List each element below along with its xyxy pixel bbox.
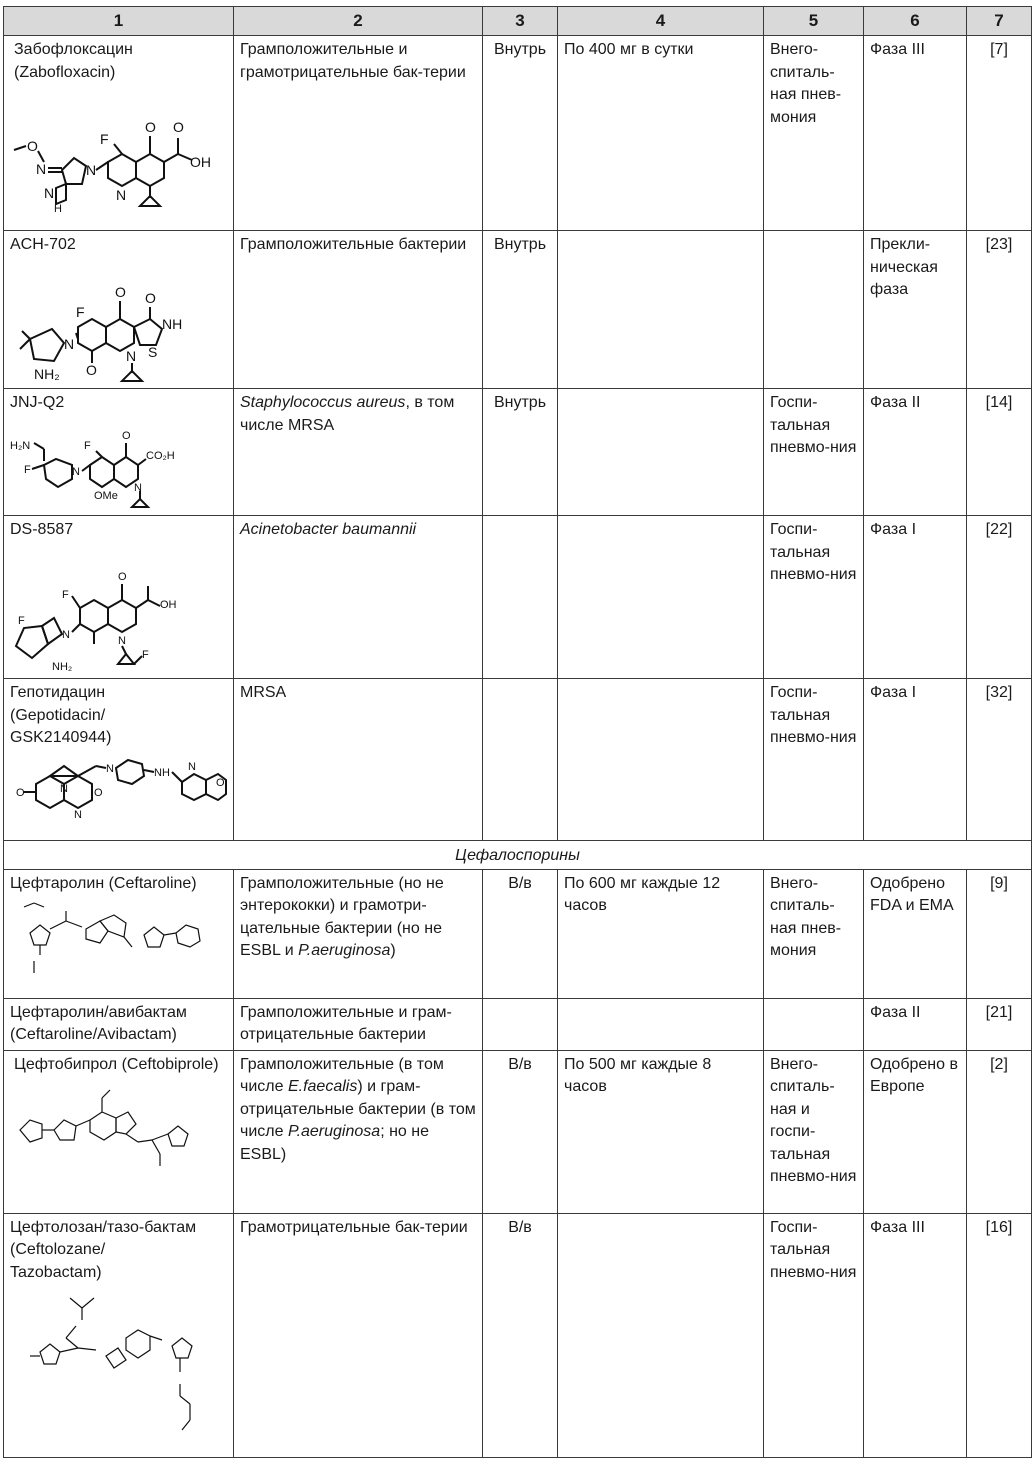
indication-cell: Внего-спиталь-ная и госпи-тальная пневмо-ния (764, 1050, 864, 1213)
header-cell: 6 (864, 7, 967, 36)
route-cell: В/в (483, 1213, 558, 1457)
drug-name: Цефтолозан/тазо-бактам (Ceftolozane/ Tazobactam) (10, 1218, 197, 1281)
svg-text:NH₂: NH₂ (52, 660, 73, 673)
drug-cell (4, 389, 234, 516)
phase-cell: Фаза III (864, 1213, 967, 1457)
target-cell: Грамположительные и грамотрицательные бак-терии (234, 36, 483, 231)
drug-cell (4, 869, 234, 998)
ref-cell: [2] (967, 1050, 1032, 1213)
section-row (4, 840, 1032, 869)
ceftaroline-structure (10, 899, 228, 983)
route-cell (483, 679, 558, 841)
svg-text:N: N (126, 347, 137, 364)
phase-cell: Прекли-ническая фаза (864, 231, 967, 389)
svg-text:O: O (16, 786, 25, 799)
target-cell: MRSA (234, 679, 483, 841)
dose-cell: По 400 мг в сутки (558, 36, 764, 231)
header-cell: 3 (483, 7, 558, 36)
svg-text:OMe: OMe (94, 489, 118, 502)
header-cell: 5 (764, 7, 864, 36)
svg-text:S: S (148, 343, 158, 360)
svg-text:F: F (76, 303, 85, 320)
drug-cell (4, 36, 234, 231)
svg-text:OH: OH (190, 154, 211, 170)
svg-text:O: O (122, 429, 131, 442)
phase-cell: Фаза I (864, 516, 967, 679)
indication-cell (764, 231, 864, 389)
target-cell: Грамположительные и грам-отрицательные бактерии (234, 998, 483, 1050)
table-row (4, 231, 1032, 389)
header-cell: 4 (558, 7, 764, 36)
ref-cell: [22] (967, 516, 1032, 679)
target-italic: P.aeruginosa (287, 1123, 381, 1140)
section-title: Цефалоспорины (4, 840, 1032, 869)
drug-name: Гепотидацин (Gepotidacin/ GSK2140944) (10, 684, 112, 746)
drug-cell (4, 516, 234, 679)
drug-name: DS-8587 (10, 521, 74, 538)
drug-name: ACH-702 (10, 236, 76, 253)
svg-text:N: N (64, 335, 75, 352)
dose-cell (558, 516, 764, 679)
svg-text:O: O (216, 776, 225, 789)
svg-text:NH₂: NH₂ (34, 365, 60, 382)
svg-text:F: F (18, 614, 25, 627)
svg-text:O: O (115, 283, 126, 300)
ceftobiprole-structure (10, 1080, 228, 1180)
gepotidacin-structure (10, 754, 228, 840)
table-header-row (4, 7, 1032, 36)
svg-text:N: N (74, 808, 82, 821)
target-cell (234, 869, 483, 998)
target-text: ; но не ESBL) (240, 1123, 429, 1163)
route-cell: В/в (483, 1050, 558, 1213)
indication-cell: Госпи-тальная пневмо-ния (764, 1213, 864, 1457)
svg-text:N: N (106, 762, 114, 775)
svg-text:F: F (62, 588, 69, 601)
svg-text:F: F (24, 463, 31, 476)
drug-name: Цефтобипрол (Ceftobiprole) (14, 1055, 219, 1073)
target-cell (234, 389, 483, 516)
route-cell: Внутрь (483, 231, 558, 389)
target-italic: E.faecalis (287, 1078, 358, 1095)
drug-name: Цефтаролин (Ceftaroline) (10, 874, 197, 892)
route-cell (483, 516, 558, 679)
zabofloxacin-structure (10, 88, 228, 215)
dose-cell (558, 231, 764, 389)
svg-text:NH: NH (162, 315, 183, 332)
svg-text:OH: OH (160, 598, 177, 611)
svg-text:NH: NH (154, 766, 170, 779)
header-cell: 2 (234, 7, 483, 36)
phase-cell: Одобрено FDA и EMA (864, 869, 967, 998)
phase-cell: Фаза I (864, 679, 967, 841)
table-row (4, 679, 1032, 841)
ceftolozane-structure (10, 1288, 228, 1448)
dose-cell (558, 679, 764, 841)
svg-text:N: N (188, 760, 196, 773)
target-text: ) и грам-отрицательные бактерии (в том числе (240, 1078, 476, 1140)
ref-cell: [7] (967, 36, 1032, 231)
drug-cell (4, 679, 234, 841)
table-row (4, 1213, 1032, 1457)
svg-text:N: N (118, 634, 126, 647)
svg-text:O: O (27, 138, 38, 154)
target-text: ) (390, 942, 396, 959)
svg-text:O: O (173, 119, 184, 135)
svg-text:F: F (142, 648, 149, 661)
target-italic: Staphylococcus aureus (240, 394, 406, 411)
target-cell (234, 516, 483, 679)
svg-text:N: N (62, 628, 70, 641)
ref-cell: [14] (967, 389, 1032, 516)
svg-text:CO₂H: CO₂H (146, 449, 175, 462)
target-cell: Грамотрицательные бак-терии (234, 1213, 483, 1457)
indication-cell: Госпи-тальная пневмо-ния (764, 389, 864, 516)
svg-text:O: O (94, 786, 103, 799)
table-row (4, 389, 1032, 516)
table-row (4, 516, 1032, 679)
svg-text:F: F (100, 131, 109, 147)
indication-cell: Госпи-тальная пневмо-ния (764, 679, 864, 841)
drug-cell: Цефтаролин/авибактам (Ceftaroline/Avibactam) (4, 998, 234, 1050)
target-text: Грамположительные (в том числе (240, 1055, 444, 1095)
dose-cell (558, 389, 764, 516)
table-row (4, 869, 1032, 998)
route-cell: Внутрь (483, 36, 558, 231)
ref-cell: [9] (967, 869, 1032, 998)
svg-text:O: O (145, 289, 156, 306)
indication-cell: Внего-спиталь-ная пнев-мония (764, 869, 864, 998)
ach702-structure (10, 261, 228, 383)
target-text: Грамположительные (но не энтерококки) и грамотри-цательные бактерии (но не ESBL и (240, 874, 444, 959)
dose-cell (558, 1213, 764, 1457)
dose-cell: По 600 мг каждые 12 часов (558, 869, 764, 998)
table-row (4, 36, 1032, 231)
drug-name: Забофлоксацин (Zabofloxacin) (14, 41, 133, 81)
phase-cell: Фаза II (864, 389, 967, 516)
svg-text:O: O (118, 570, 127, 583)
drug-cell (4, 1050, 234, 1213)
route-cell: Внутрь (483, 389, 558, 516)
table-row (4, 998, 1032, 1050)
svg-text:N: N (134, 481, 142, 494)
ds8587-structure (10, 546, 228, 674)
antibiotics-table (3, 6, 1032, 1458)
dose-cell: По 500 мг каждые 8 часов (558, 1050, 764, 1213)
target-cell (234, 1050, 483, 1213)
svg-text:F: F (84, 439, 91, 452)
drug-cell (4, 1213, 234, 1457)
header-cell: 7 (967, 7, 1032, 36)
drug-cell (4, 231, 234, 389)
phase-cell: Фаза III (864, 36, 967, 231)
route-cell (483, 998, 558, 1050)
svg-text:N: N (86, 162, 97, 178)
indication-cell: Внего-спиталь-ная пнев-мония (764, 36, 864, 231)
target-cell: Грамположительные бактерии (234, 231, 483, 389)
dose-cell (558, 998, 764, 1050)
svg-text:N: N (44, 185, 55, 201)
phase-cell: Одобрено в Европе (864, 1050, 967, 1213)
ref-cell: [21] (967, 998, 1032, 1050)
ref-cell: [23] (967, 231, 1032, 389)
svg-text:O: O (86, 361, 97, 378)
svg-text:O: O (145, 119, 156, 135)
ref-cell: [16] (967, 1213, 1032, 1457)
header-cell: 1 (4, 7, 234, 36)
table-row (4, 1050, 1032, 1213)
jnjq2-structure (10, 419, 228, 511)
indication-cell: Госпи-тальная пневмо-ния (764, 516, 864, 679)
svg-text:H₂N: H₂N (10, 439, 31, 452)
ref-cell: [32] (967, 679, 1032, 841)
drug-name: JNJ-Q2 (10, 394, 65, 411)
svg-text:N: N (60, 782, 68, 795)
route-cell: В/в (483, 869, 558, 998)
target-rest: , в том числе MRSA (240, 394, 455, 434)
phase-cell: Фаза II (864, 998, 967, 1050)
target-italic: P.aeruginosa (298, 942, 391, 959)
svg-text:N: N (36, 161, 47, 177)
target-italic: Acinetobacter baumannii (240, 521, 417, 538)
indication-cell (764, 998, 864, 1050)
svg-text:H: H (54, 203, 62, 215)
svg-text:N: N (72, 465, 80, 478)
svg-text:N: N (116, 187, 127, 203)
